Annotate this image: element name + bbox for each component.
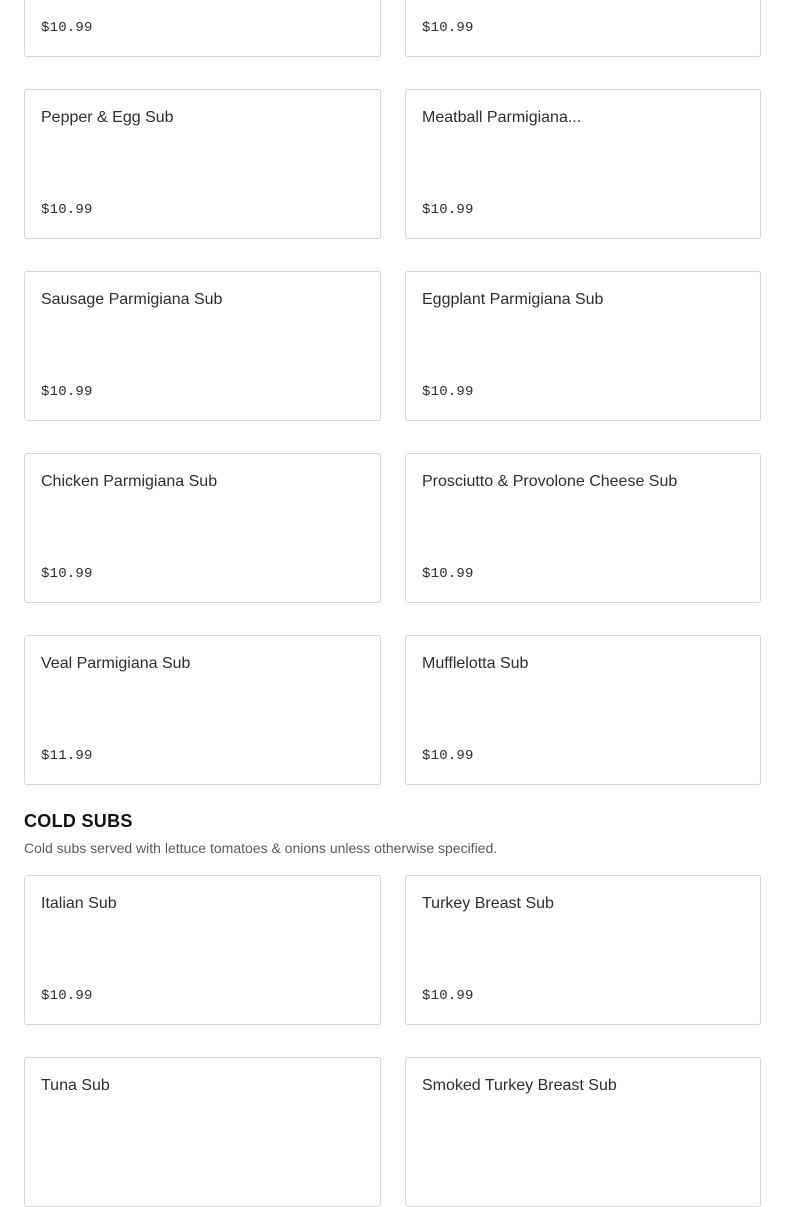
menu-item-name: Meatball Parmigiana... bbox=[422, 109, 582, 126]
menu-item-price: $10.99 bbox=[422, 988, 474, 1004]
menu-item-name: Veal Parmigiana Sub bbox=[41, 655, 191, 672]
menu-item-name: Eggplant Parmigiana Sub bbox=[422, 291, 604, 308]
menu-item-card[interactable] bbox=[405, 875, 761, 1025]
menu-item-name: Chicken Parmigiana Sub bbox=[41, 473, 218, 490]
menu-item-name: Mufflelotta Sub bbox=[422, 655, 529, 672]
menu-item-card[interactable] bbox=[405, 453, 761, 603]
menu-item-name: Tuna Sub bbox=[41, 1077, 110, 1094]
section-description: Cold subs served with lettuce tomatoes & onions unless otherwise specified. bbox=[24, 840, 498, 856]
menu-item-card[interactable] bbox=[405, 89, 761, 239]
menu-item-price: $10.99 bbox=[422, 566, 474, 582]
menu-item-card[interactable] bbox=[24, 635, 381, 785]
menu-items-grid-cold-subs bbox=[24, 875, 761, 1207]
menu-item-card[interactable] bbox=[24, 875, 381, 1025]
menu-item-price: $10.99 bbox=[41, 20, 93, 36]
menu-item-card[interactable] bbox=[24, 1057, 381, 1207]
menu-item-price: $10.99 bbox=[41, 988, 93, 1004]
menu-item-card[interactable] bbox=[405, 0, 761, 57]
menu-item-price: $10.99 bbox=[422, 748, 474, 764]
menu-item-card[interactable] bbox=[24, 271, 381, 421]
menu-item-price: $10.99 bbox=[41, 566, 93, 582]
section-title-cold-subs: COLD SUBS bbox=[24, 811, 133, 831]
menu-item-name: Turkey Breast Sub bbox=[422, 895, 554, 912]
menu-item-price: $10.99 bbox=[422, 384, 474, 400]
menu-item-price: $10.99 bbox=[41, 202, 93, 218]
menu-item-name: Italian Sub bbox=[41, 895, 117, 912]
menu-item-card[interactable] bbox=[405, 271, 761, 421]
menu-item-card[interactable] bbox=[405, 635, 761, 785]
menu-item-card[interactable] bbox=[405, 1057, 761, 1207]
menu-item-card[interactable] bbox=[24, 0, 381, 57]
menu-item-name: Smoked Turkey Breast Sub bbox=[422, 1077, 617, 1094]
menu-item-price: $10.99 bbox=[422, 202, 474, 218]
menu-items-grid-hot-subs bbox=[24, 0, 761, 785]
menu-item-card[interactable] bbox=[24, 453, 381, 603]
menu-item-name: Prosciutto & Provolone Cheese Sub bbox=[422, 473, 678, 490]
menu-item-name: Sausage Parmigiana Sub bbox=[41, 291, 223, 308]
menu-item-price: $10.99 bbox=[41, 384, 93, 400]
menu-item-name: Pepper & Egg Sub bbox=[41, 109, 174, 126]
menu-item-price: $11.99 bbox=[41, 748, 93, 764]
menu-item-card[interactable] bbox=[24, 89, 381, 239]
menu-item-price: $10.99 bbox=[422, 20, 474, 36]
